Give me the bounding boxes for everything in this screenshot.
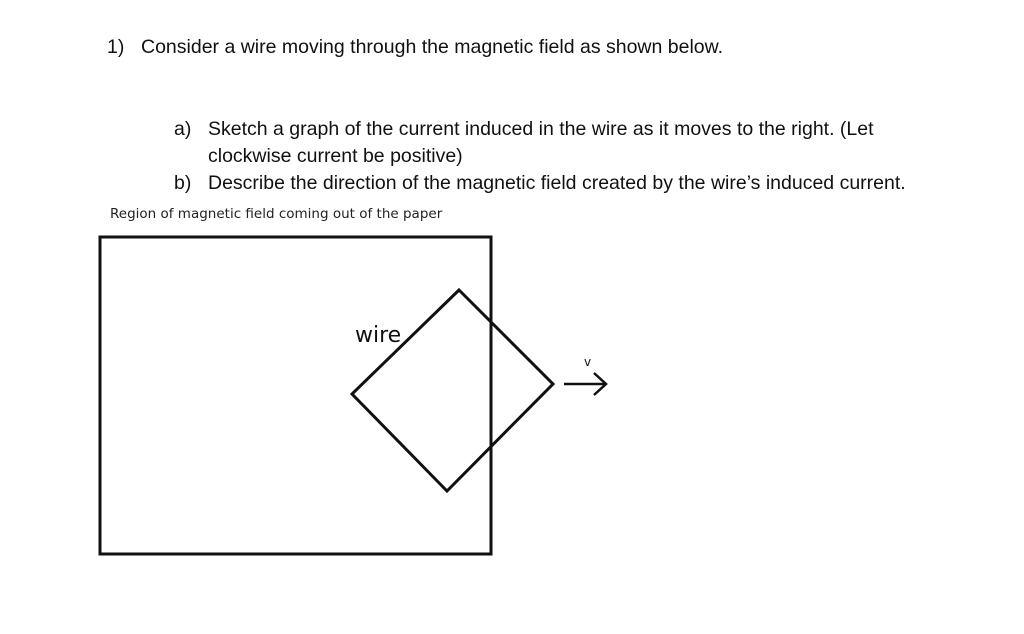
wire-label: wire xyxy=(355,323,402,348)
part-a-text-line-1: Sketch a graph of the current induced in the wire as it moves to the right. (Let xyxy=(208,118,874,140)
velocity-arrow-icon xyxy=(564,373,606,395)
question-number: 1) xyxy=(107,36,125,58)
part-b-text-line-1: Describe the direction of the magnetic field created by the wire’s induced current. xyxy=(208,172,906,194)
velocity-label: v xyxy=(584,355,592,369)
part-b-letter: b) xyxy=(174,172,192,194)
question-text: Consider a wire moving through the magnetic field as shown below. xyxy=(141,36,724,58)
figure-caption: Region of magnetic field coming out of the paper xyxy=(110,206,443,222)
magnetic-field-region xyxy=(100,237,491,554)
part-a-text-line-2: clockwise current be positive) xyxy=(208,145,463,167)
wire-loop xyxy=(352,290,553,491)
part-a-letter: a) xyxy=(174,118,192,140)
